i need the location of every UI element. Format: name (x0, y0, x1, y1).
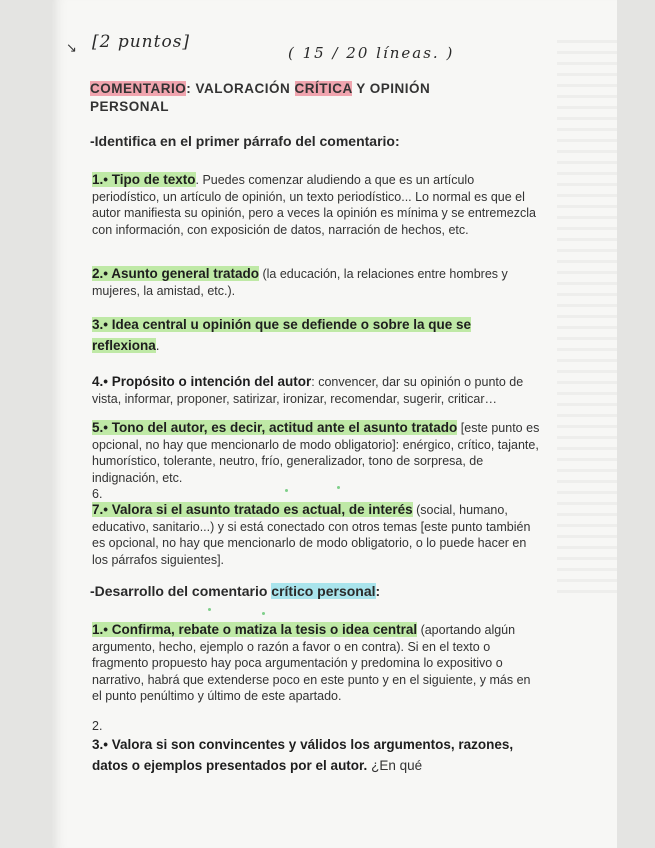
section2-item-1 (92, 622, 542, 705)
handwritten-lines-note: ( 15 / 20 líneas. ) (288, 44, 455, 62)
item-label: 7.• Valora si el asunto tratado es actual, de interés (92, 502, 413, 517)
handwritten-points-note: [2 puntos] (92, 32, 191, 52)
item-label: 2.• Asunto general tratado (92, 266, 260, 281)
title-part-comentario: COMENTARIO (90, 81, 187, 96)
item-label: 3.• Idea central u opinión que se defiende o sobre la que se reflexiona (92, 317, 472, 353)
item-label: 1.• Tipo de texto (92, 172, 196, 187)
page-title (90, 80, 480, 116)
section1-item-5 (92, 420, 542, 486)
item-text: : convencer, dar su opinión o punto de vista, informar, proponer, satirizar, ironizar, recomendar, sugerir, criticar… (92, 375, 524, 406)
highlighter-speck (285, 489, 288, 492)
section1-item-6: 6. (92, 487, 103, 501)
item-label: 4.• Propósito o intención del autor (92, 374, 312, 389)
section1-item-3 (92, 314, 542, 356)
handwritten-arrow: ↘ (66, 40, 77, 55)
section2-heading-b: crítico personal (271, 583, 376, 599)
item-text: (la educación, la relaciones entre hombres y mujeres, la amistad, etc.). (92, 267, 508, 298)
item-text: ¿En qué (367, 758, 423, 773)
highlighter-speck (262, 612, 265, 615)
bleed-through-texture (557, 40, 617, 600)
section2-heading (90, 583, 380, 599)
item-label: 1.• Confirma, rebate o matiza la tesis o idea central (92, 622, 418, 637)
section2-item-3 (92, 734, 542, 776)
section1-item-1 (92, 172, 542, 238)
section1-heading: -Identifica en el primer párrafo del comentario: (90, 133, 400, 149)
section1-item-2 (92, 266, 542, 299)
item-label: 3.• Valora si son convincentes y válidos los argumentos, razones, datos o ejemplos presentados por el autor. (92, 737, 514, 773)
title-part-valoracion: : VALORACIÓN (186, 81, 295, 96)
item-text: . Puedes comenzar aludiendo a que es un artículo periodístico, un artículo de opinión, un texto periodístico... Lo normal es que el autor manifiesta su opinión, pero a veces la opinión es mínima y se entremezcla con información, con exposición de datos, narración de hechos, etc. (92, 173, 536, 237)
title-part-opinion: Y OPINIÓN PERSONAL (90, 81, 431, 114)
section2-item-2: 2. (92, 719, 103, 733)
item-text: (aportando algún argumento, hecho, ejemplo o razón a favor o en contra). Si en el texto o fragmento propuesto hay poca argumentación y predomina lo expositivo o narrativo, habrá que extenderse poco en este punto y en el siguiente, y más en el punto penúltimo y último de este apartado. (92, 623, 531, 703)
highlighter-speck (337, 486, 340, 489)
item-text: . (155, 338, 160, 353)
document-page (52, 0, 617, 848)
section2-heading-a: -Desarrollo del comentario (90, 583, 272, 599)
item-text: (social, humano, educativo, sanitario...) y si está conectado con otros temas [este punto también es opcional, no hay que mencionarlo de modo obligatorio, o lo puede hacer en los párrafos siguientes]. (92, 503, 531, 567)
item-label: 5.• Tono del autor, es decir, actitud ante el asunto tratado (92, 420, 458, 435)
highlighter-speck (208, 608, 211, 611)
section2-heading-c: : (375, 583, 381, 599)
section1-item-4 (92, 374, 542, 407)
section1-item-7 (92, 502, 542, 568)
item-text: [este punto es opcional, no hay que mencionarlo de modo obligatorio]: enérgico, crítico, tajante, humorístico, tolerante, neutro, frío, generalizador, tono de sorpresa, de indignación, etc. (92, 421, 540, 485)
title-part-critica: CRÍTICA (294, 81, 353, 96)
